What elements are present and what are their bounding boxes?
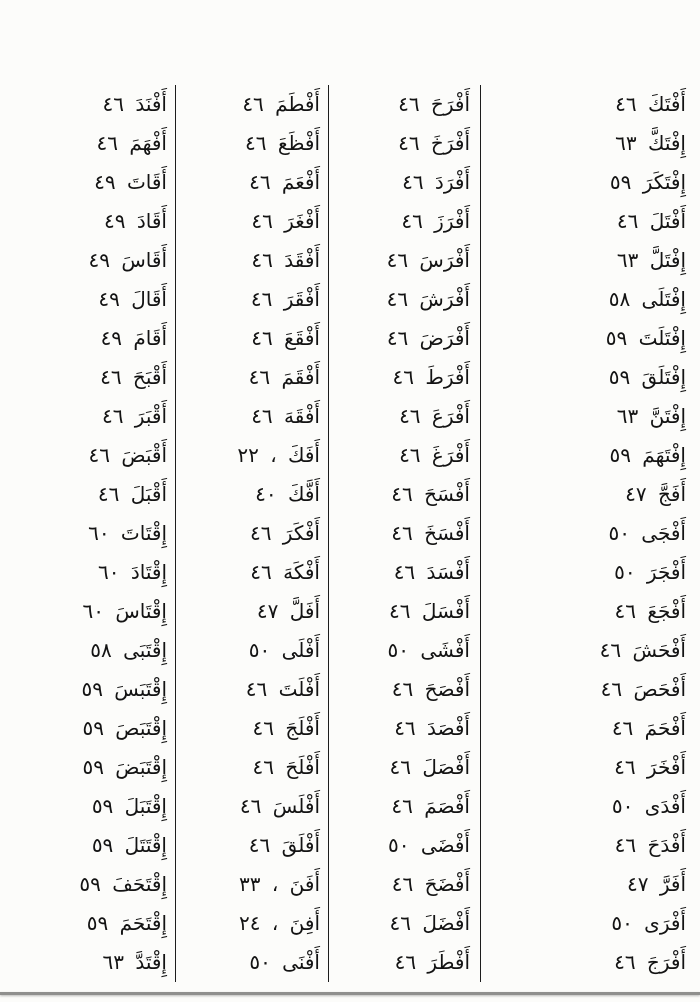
index-entry: أَفْصَلَ ٤٦: [389, 755, 470, 779]
index-entry: أَفْسَحَ ٤٦: [391, 482, 470, 506]
index-entry: أَفْدَحَ ٤٦: [614, 833, 686, 857]
index-entry: أَفْظَعَ ٤٦: [244, 131, 320, 155]
index-entry: أَفْنَى ٥٠: [249, 950, 320, 974]
index-entry: إِقْتَحَفَ ٥٩: [79, 872, 167, 896]
index-entry: أَفْجَرَ ٥٠: [614, 560, 686, 584]
index-entry: إِقْتَادَ ٦٠: [98, 560, 167, 584]
index-entry: أَقَاسَ ٤٩: [88, 248, 167, 272]
index-entry: أَفْرَضَ ٤٦: [386, 326, 470, 350]
index-entry: أَفْجَى ٥٠: [608, 521, 686, 545]
index-entry: إِفْتَكَرَ ٥٩: [609, 170, 686, 194]
index-entry: أَفْطَمَ ٤٦: [242, 92, 320, 116]
index-entry: أَفْطَرَ ٤٦: [394, 950, 470, 974]
index-entry: أَفْرَطَ ٤٦: [392, 365, 470, 389]
index-entry: أَقْبَرَ ٤٦: [101, 404, 167, 428]
index-entry: أَفْصَحَ ٤٦: [391, 677, 470, 701]
index-entry: أَفْقَمَ ٤٦: [248, 365, 320, 389]
index-entry: إِقْتَبَضَ ٥٩: [82, 755, 167, 779]
index-entry: أَقَامَ ٤٩: [100, 326, 167, 350]
index-entry: إِفْتَهَمَ ٥٩: [609, 443, 686, 467]
index-entry: أَفَرَّ ٤٧: [627, 872, 686, 896]
index-entry: إِقْتَتَلَ ٥٩: [91, 833, 167, 857]
index-entry: أَفْصَمَ ٤٦: [391, 794, 470, 818]
index-entry: أَفْقَهَ ٤٦: [251, 404, 320, 428]
index-columns: [25, 85, 700, 982]
index-entry: أَفْرَزَ ٤٦: [401, 209, 470, 233]
index-entry: إِقْتَاتَ ٦٠: [88, 521, 167, 545]
index-entry: إِفْتَلَقَ ٥٩: [608, 365, 686, 389]
index-entry: أَفْنَدَ ٤٦: [102, 92, 167, 116]
index-entry: أَفَنَ ، ٣٣: [239, 872, 320, 896]
index-entry: أَفْحَصَ ٤٦: [600, 677, 686, 701]
index-entry: إِقْتَدَّ ٦٣: [102, 950, 167, 974]
index-entry: إِقْتَاسَ ٦٠: [82, 599, 167, 623]
index-entry: أَفَّكَ ٤٠: [255, 482, 320, 506]
index-entry: أَفِنَ ، ٢٤: [239, 911, 320, 935]
index-entry: أَفْسَدَ ٤٦: [393, 560, 470, 584]
index-entry: إِقْتَحَمَ ٥٩: [86, 911, 167, 935]
index-entry: أَفْرَشَ ٤٦: [386, 287, 470, 311]
index-entry: أَفْحَشَ ٤٦: [599, 638, 686, 662]
index-entry: أَفْلَحَ ٤٦: [252, 755, 320, 779]
index-column-2: [329, 85, 481, 982]
index-entry: أَفْغَرَ ٤٦: [251, 209, 320, 233]
index-entry: أَفْسَلَ ٤٦: [389, 599, 470, 623]
index-entry: أَقَالَ ٤٩: [98, 287, 167, 311]
index-entry: أَفْرَى ٥٠: [611, 911, 686, 935]
index-entry: أَفْقَعَ ٤٦: [251, 326, 320, 350]
index-entry: أَفَكَ ، ٢٢: [237, 443, 320, 467]
index-entry: أَفْلَقَ ٤٦: [248, 833, 320, 857]
index-entry: إِفْتَلَتَ ٥٩: [605, 326, 686, 350]
index-entry: أَفْشَى ٥٠: [387, 638, 470, 662]
index-entry: أَفْصَدَ ٤٦: [394, 716, 470, 740]
index-entry: أَقَاتَ ٤٩: [94, 170, 167, 194]
index-entry: أَفْكَهَ ٤٦: [250, 560, 320, 584]
index-entry: أَفْقَرَ ٤٦: [250, 287, 320, 311]
index-entry: أَفْسَخَ ٤٦: [391, 521, 470, 545]
index-entry: أَفْكَرَ ٤٦: [249, 521, 320, 545]
index-entry: أَفْرَحَ ٤٦: [398, 92, 470, 116]
index-entry: أَفَلَّ ٤٧: [256, 599, 320, 623]
index-entry: أَفْلَى ٥٠: [248, 638, 320, 662]
index-entry: أَفْرَغَ ٤٦: [399, 443, 470, 467]
index-column-4-leftmost: [25, 85, 176, 982]
index-entry: إِقْتَبَسَ ٥٩: [81, 677, 167, 701]
index-entry: أَفْتَلَ ٤٦: [616, 209, 686, 233]
page-scan-edge-artifact: [0, 992, 700, 995]
index-entry: إِقْتَبَى ٥٨: [90, 638, 167, 662]
index-entry: أَفْضَحَ ٤٦: [391, 872, 470, 896]
index-entry: أَفْرَعَ ٤٦: [399, 404, 470, 428]
index-entry: إِفْتَكَّ ٦٣: [615, 131, 686, 155]
index-entry: أَفْحَمَ ٤٦: [611, 716, 686, 740]
index-entry: إِفْتَلَى ٥٨: [608, 287, 686, 311]
index-entry: إِقْتَبَلَ ٥٩: [91, 794, 167, 818]
index-entry: إِفْتَنَّ ٦٣: [616, 404, 686, 428]
index-entry: أَفْرَسَ ٤٦: [386, 248, 470, 272]
index-entry: أَفْلَتَ ٤٦: [245, 677, 320, 701]
index-entry: أَفْرَجَ ٤٦: [614, 950, 686, 974]
index-entry: أَفْضَلَ ٤٦: [389, 911, 470, 935]
index-entry: أَفْهَمَ ٤٦: [96, 131, 167, 155]
index-entry: أَفْتَكَ ٤٦: [615, 92, 686, 116]
index-entry: أَفْقَدَ ٤٦: [251, 248, 320, 272]
index-entry: أَقْبَضَ ٤٦: [88, 443, 167, 467]
index-entry: إِفْتَلَّ ٦٣: [616, 248, 686, 272]
index-entry: أَفَجَّ ٤٧: [625, 482, 686, 506]
index-entry: أَقَادَ ٤٩: [104, 209, 167, 233]
index-entry: أَفْجَعَ ٤٦: [614, 599, 686, 623]
index-entry: أَفْلَسَ ٤٦: [239, 794, 320, 818]
index-entry: إِقْتَبَصَ ٥٩: [82, 716, 167, 740]
index-entry: أَفْدَى ٥٠: [611, 794, 686, 818]
index-column-1-rightmost: [481, 85, 700, 982]
index-entry: أَفْلَجَ ٤٦: [252, 716, 320, 740]
index-entry: أَقْبَلَ ٤٦: [97, 482, 167, 506]
index-entry: أَفْرَدَ ٤٦: [402, 170, 470, 194]
index-entry: أَفْخَرَ ٤٦: [614, 755, 686, 779]
index-entry: أَقْبَحَ ٤٦: [100, 365, 167, 389]
index-entry: أَفْرَخَ ٤٦: [398, 131, 470, 155]
index-entry: أَفْضَى ٥٠: [388, 833, 470, 857]
index-column-3: [176, 85, 329, 982]
index-entry: أَفْعَمَ ٤٦: [249, 170, 320, 194]
